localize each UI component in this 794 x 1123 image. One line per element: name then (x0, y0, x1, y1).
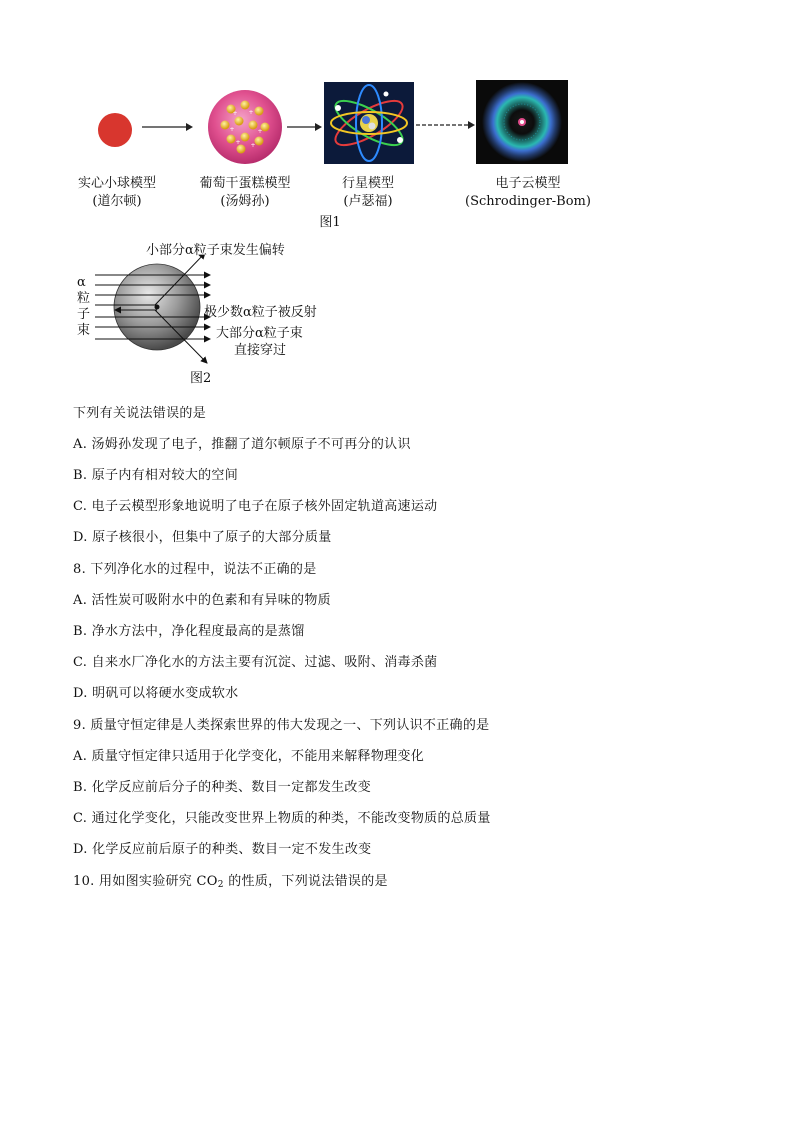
model-name: 电子云模型 (495, 176, 561, 191)
label-pass-1: 大部分α粒子束 (216, 326, 303, 341)
q9-option-a: A. 质量守恒定律只适用于化学变化，不能用来解释物理变化 (73, 749, 425, 764)
model-caption-cloud (458, 175, 598, 211)
svg-text:+: + (250, 142, 256, 149)
dashed-arrow-icon (416, 119, 476, 131)
q8-stem: 8. 下列净化水的过程中，说法不正确的是 (73, 562, 317, 577)
beam-char: 粒 (77, 291, 91, 306)
label-pass-2: 直接穿过 (234, 343, 287, 358)
planetary-model-image (324, 82, 414, 164)
q7-option-d: D. 原子核很小，但集中了原子的大部分质量 (73, 530, 332, 545)
q9-stem: 9. 质量守恒定律是人类探索世界的伟大发现之一、下列认识不正确的是 (73, 718, 490, 733)
label-reflect: 极少数α粒子被反射 (204, 305, 317, 320)
model-name: 行星模型 (341, 176, 394, 191)
q7-option-c: C. 电子云模型形象地说明了电子在原子核外固定轨道高速运动 (73, 499, 438, 514)
svg-text:+: + (257, 128, 263, 135)
alpha-symbol: α (77, 275, 86, 290)
q7-option-b: B. 原子内有相对较大的空间 (73, 468, 239, 483)
plum-pudding-model-image (205, 87, 285, 167)
model-name: 葡萄干蛋糕模型 (199, 176, 291, 191)
q10-stem (73, 870, 388, 890)
svg-text:+: + (229, 126, 235, 133)
q9-option-c: C. 通过化学变化，只能改变世界上物质的种类，不能改变物质的总质量 (73, 811, 491, 826)
model-caption-planetary (318, 175, 418, 211)
q7-stem: 下列有关说法错误的是 (73, 406, 207, 421)
svg-text:+: + (235, 139, 241, 146)
figure-2-caption: 图2 (190, 371, 212, 386)
alpha-beam-label (77, 275, 90, 339)
beam-char: 束 (77, 323, 91, 338)
model-person: (卢瑟福) (343, 194, 393, 209)
q8-option-c: C. 自来水厂净化水的方法主要有沉淀、过滤、吸附、消毒杀菌 (73, 655, 438, 670)
model-person: (Schrodinger-Bom) (465, 194, 591, 209)
model-person: (道尔顿) (92, 194, 142, 209)
q7-option-a: A. 汤姆孙发现了电子，推翻了道尔顿原子不可再分的认识 (73, 437, 411, 452)
q10-stem-text-end: 的性质，下列说法错误的是 (223, 874, 388, 889)
solid-sphere-model-image (95, 110, 135, 150)
model-caption-solid (62, 175, 172, 211)
model-name: 实心小球模型 (77, 176, 156, 191)
q8-option-b: B. 净水方法中，净化程度最高的是蒸馏 (73, 624, 305, 639)
svg-text:+: + (248, 109, 254, 116)
svg-text:+: + (232, 110, 238, 117)
electron-cloud-model-image (476, 80, 568, 164)
beam-char: 子 (77, 307, 91, 322)
q9-option-d: D. 化学反应前后原子的种类、数目一定不发生改变 (73, 842, 372, 857)
arrow-icon (287, 121, 323, 133)
q9-option-b: B. 化学反应前后分子的种类、数目一定都发生改变 (73, 780, 372, 795)
model-caption-pudding (180, 175, 310, 211)
q8-option-a: A. 活性炭可吸附水中的色素和有异味的物质 (73, 593, 331, 608)
q10-subscript: 2 (217, 880, 224, 890)
model-person: (汤姆孙) (220, 194, 270, 209)
arrow-icon (142, 121, 194, 133)
label-deflect: 小部分α粒子束发生偏转 (146, 243, 285, 258)
q10-stem-text: 10. 用如图实验研究 CO (73, 874, 218, 889)
figure-1-caption: 图1 (319, 215, 341, 230)
q8-option-d: D. 明矾可以将硬水变成软水 (73, 686, 239, 701)
